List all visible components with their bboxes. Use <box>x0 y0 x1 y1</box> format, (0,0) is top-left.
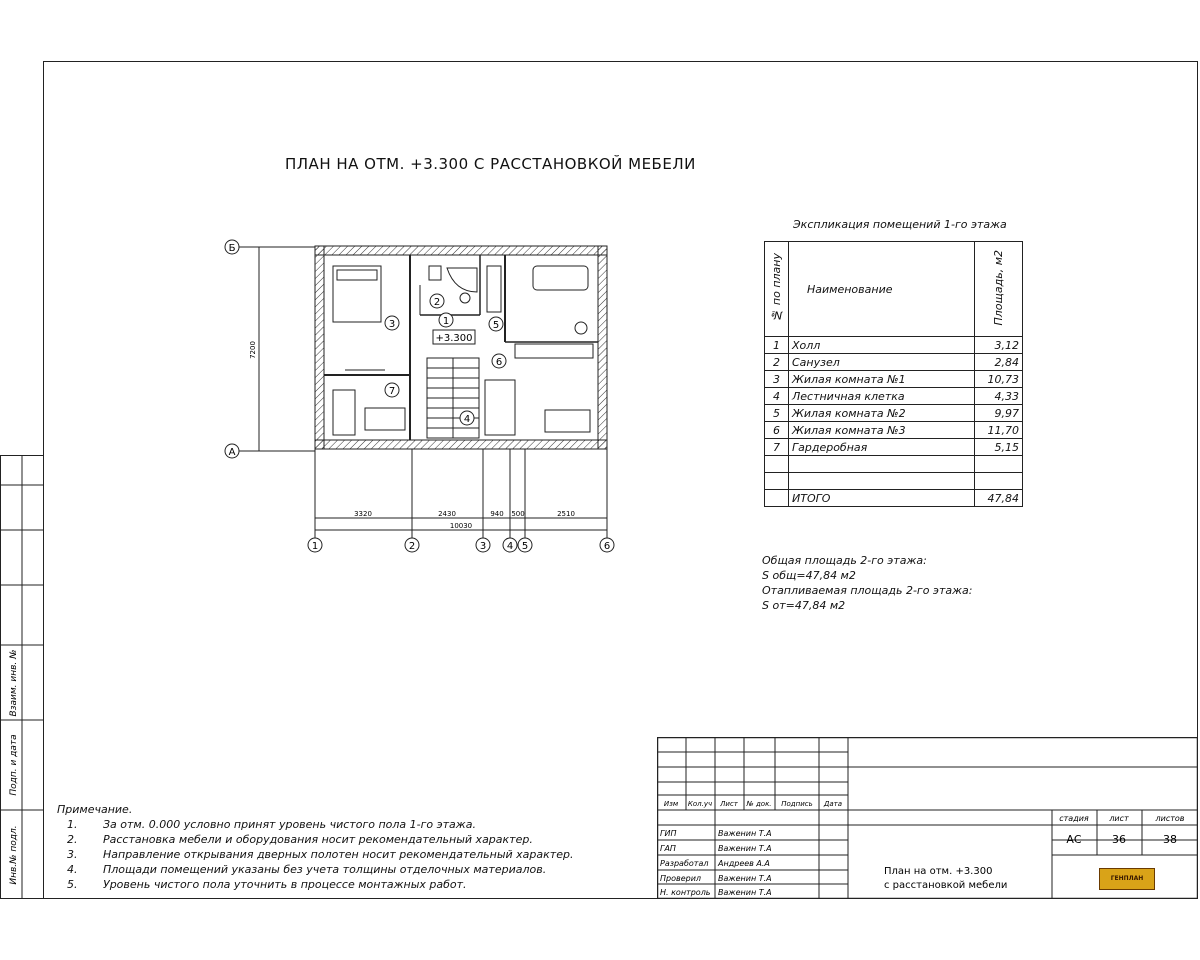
svg-text:2430: 2430 <box>438 510 456 518</box>
svg-text:5: 5 <box>521 541 529 552</box>
table-row: 2 Санузел 2,84 <box>765 354 1023 371</box>
level-mark: +3.300 <box>435 333 473 344</box>
stamp-sheet-labels <box>1059 814 1185 823</box>
svg-text:2510: 2510 <box>557 510 575 518</box>
side-label-3: Инв.№ подл. <box>9 825 19 885</box>
table-row-empty <box>765 456 1023 473</box>
svg-text:Важенин Т.А: Важенин Т.А <box>718 844 772 853</box>
svg-text:Важенин Т.А: Важенин Т.А <box>718 829 772 838</box>
svg-text:лист: лист <box>1109 814 1129 823</box>
furniture <box>333 266 593 435</box>
svg-text:4: 4 <box>506 541 514 552</box>
explication-table <box>764 241 1023 507</box>
notes-heading: Примечание. <box>57 803 133 816</box>
explication-caption: Экспликация помещений 1-го этажа <box>793 218 1007 231</box>
svg-text:ГАП: ГАП <box>660 844 676 853</box>
svg-text:с расстановкой мебели: с расстановкой мебели <box>884 880 1008 891</box>
stamp-roles <box>660 829 772 897</box>
svg-text:940: 940 <box>490 510 504 518</box>
svg-text:Андреев А.А: Андреев А.А <box>718 859 770 868</box>
svg-text:Важенин Т.А: Важенин Т.А <box>718 874 772 883</box>
svg-text:Разработал: Разработал <box>660 859 709 868</box>
note-item: 1. За отм. 0.000 условно принят уровень чистого пола 1-го этажа. <box>67 818 476 831</box>
svg-text:Кол.уч: Кол.уч <box>687 800 713 808</box>
note-item: 5. Уровень чистого пола уточнить в процессе монтажных работ. <box>67 878 467 891</box>
area-notes <box>762 553 972 613</box>
svg-text:Важенин Т.А: Важенин Т.А <box>718 888 772 897</box>
svg-text:АС: АС <box>1066 833 1082 846</box>
room-markers <box>385 294 506 425</box>
svg-text:38: 38 <box>1163 833 1177 846</box>
svg-text:листов: листов <box>1155 814 1185 823</box>
bed <box>333 266 381 322</box>
sofa-left <box>333 390 355 435</box>
svg-text:10030: 10030 <box>449 522 473 530</box>
table-row: 4 Лестничная клетка 4,33 <box>765 388 1023 405</box>
note-item: 3. Направление открывания дверных полотен носит рекомендательный характер. <box>67 848 574 861</box>
axis-circles <box>308 538 614 552</box>
svg-text:ГИП: ГИП <box>660 829 677 838</box>
room-marker-3: 3 <box>388 319 396 330</box>
area-line-2: S общ=47,84 м2 <box>762 569 856 582</box>
room-marker-1: 1 <box>442 316 450 327</box>
col-name-header: Наименование <box>789 242 975 337</box>
vertical-axes <box>225 240 315 458</box>
stamp-sheet-title <box>884 866 1007 891</box>
room-marker-7: 7 <box>388 386 396 397</box>
side-strip <box>0 455 44 899</box>
explication-header-row <box>765 242 1023 337</box>
room-marker-2: 2 <box>433 297 441 308</box>
wardrobe <box>515 344 593 358</box>
toilet <box>460 293 470 303</box>
svg-text:Лист: Лист <box>720 800 738 808</box>
svg-text:1: 1 <box>311 541 319 552</box>
wardrobe-2 <box>487 266 501 312</box>
bed-2 <box>533 266 588 290</box>
svg-text:План на отм. +3.300: План на отм. +3.300 <box>884 866 993 877</box>
svg-text:стадия: стадия <box>1059 814 1089 823</box>
axis-labels <box>312 541 610 552</box>
height-dimension: 7200 <box>249 341 257 359</box>
area-line-4: S от=47,84 м2 <box>762 599 846 612</box>
corner-bath <box>447 268 477 292</box>
room-marker-5: 5 <box>492 320 500 331</box>
room-marker-4: 4 <box>463 414 471 425</box>
side-label-2: Подп. и дата <box>9 734 19 796</box>
side-label-1: Взаим. инв. № <box>9 649 19 717</box>
room-marker-6: 6 <box>495 357 503 368</box>
svg-text:Н. контроль: Н. контроль <box>660 888 711 897</box>
svg-text:6: 6 <box>603 541 611 552</box>
table-row-total: ИТОГО 47,84 <box>765 490 1023 507</box>
table-row: 3 Жилая комната №1 10,73 <box>765 371 1023 388</box>
drawing-title: ПЛАН НА ОТМ. +3.300 С РАССТАНОВКОЙ МЕБЕЛИ <box>285 155 696 173</box>
svg-text:3320: 3320 <box>354 510 372 518</box>
desk-2 <box>545 410 590 432</box>
notes-block <box>57 802 573 892</box>
sink <box>429 266 441 280</box>
svg-text:Проверил: Проверил <box>660 874 702 883</box>
table-row: 5 Жилая комната №2 9,97 <box>765 405 1023 422</box>
svg-text:36: 36 <box>1112 833 1126 846</box>
stamp-headers <box>664 800 842 808</box>
bed-3 <box>485 380 515 435</box>
plant <box>575 322 587 334</box>
axis-label-a: А <box>228 447 236 458</box>
area-line-1: Общая площадь 2-го этажа: <box>762 554 927 567</box>
company-logo: ГЕНПЛАН <box>1099 868 1155 890</box>
svg-text:№ док.: № док. <box>746 800 772 808</box>
staircase <box>427 358 479 438</box>
table-row-empty <box>765 473 1023 490</box>
table-row: 7 Гардеробная 5,15 <box>765 439 1023 456</box>
svg-text:2: 2 <box>408 541 416 552</box>
pillow <box>337 270 377 280</box>
note-item: 2. Расстановка мебели и оборудования носит рекомендательный характер. <box>67 833 533 846</box>
svg-text:500: 500 <box>511 510 525 518</box>
col-area-header: Площадь, м2 <box>992 249 1005 326</box>
area-line-3: Отапливаемая площадь 2-го этажа: <box>762 584 973 597</box>
svg-text:Подпись: Подпись <box>781 800 813 808</box>
svg-text:Дата: Дата <box>823 800 843 808</box>
desk-1 <box>365 408 405 430</box>
note-item: 4. Площади помещений указаны без учета толщины отделочных материалов. <box>67 863 547 876</box>
axis-label-b: Б <box>228 243 236 254</box>
svg-text:3: 3 <box>479 541 487 552</box>
table-row: 6 Жилая комната №3 11,70 <box>765 422 1023 439</box>
col-no-header: № по плану <box>770 253 783 322</box>
svg-text:Изм: Изм <box>663 800 679 808</box>
dimension-labels <box>354 510 575 530</box>
floor-plan <box>215 230 625 560</box>
table-row: 1 Холл 3,12 <box>765 337 1023 354</box>
